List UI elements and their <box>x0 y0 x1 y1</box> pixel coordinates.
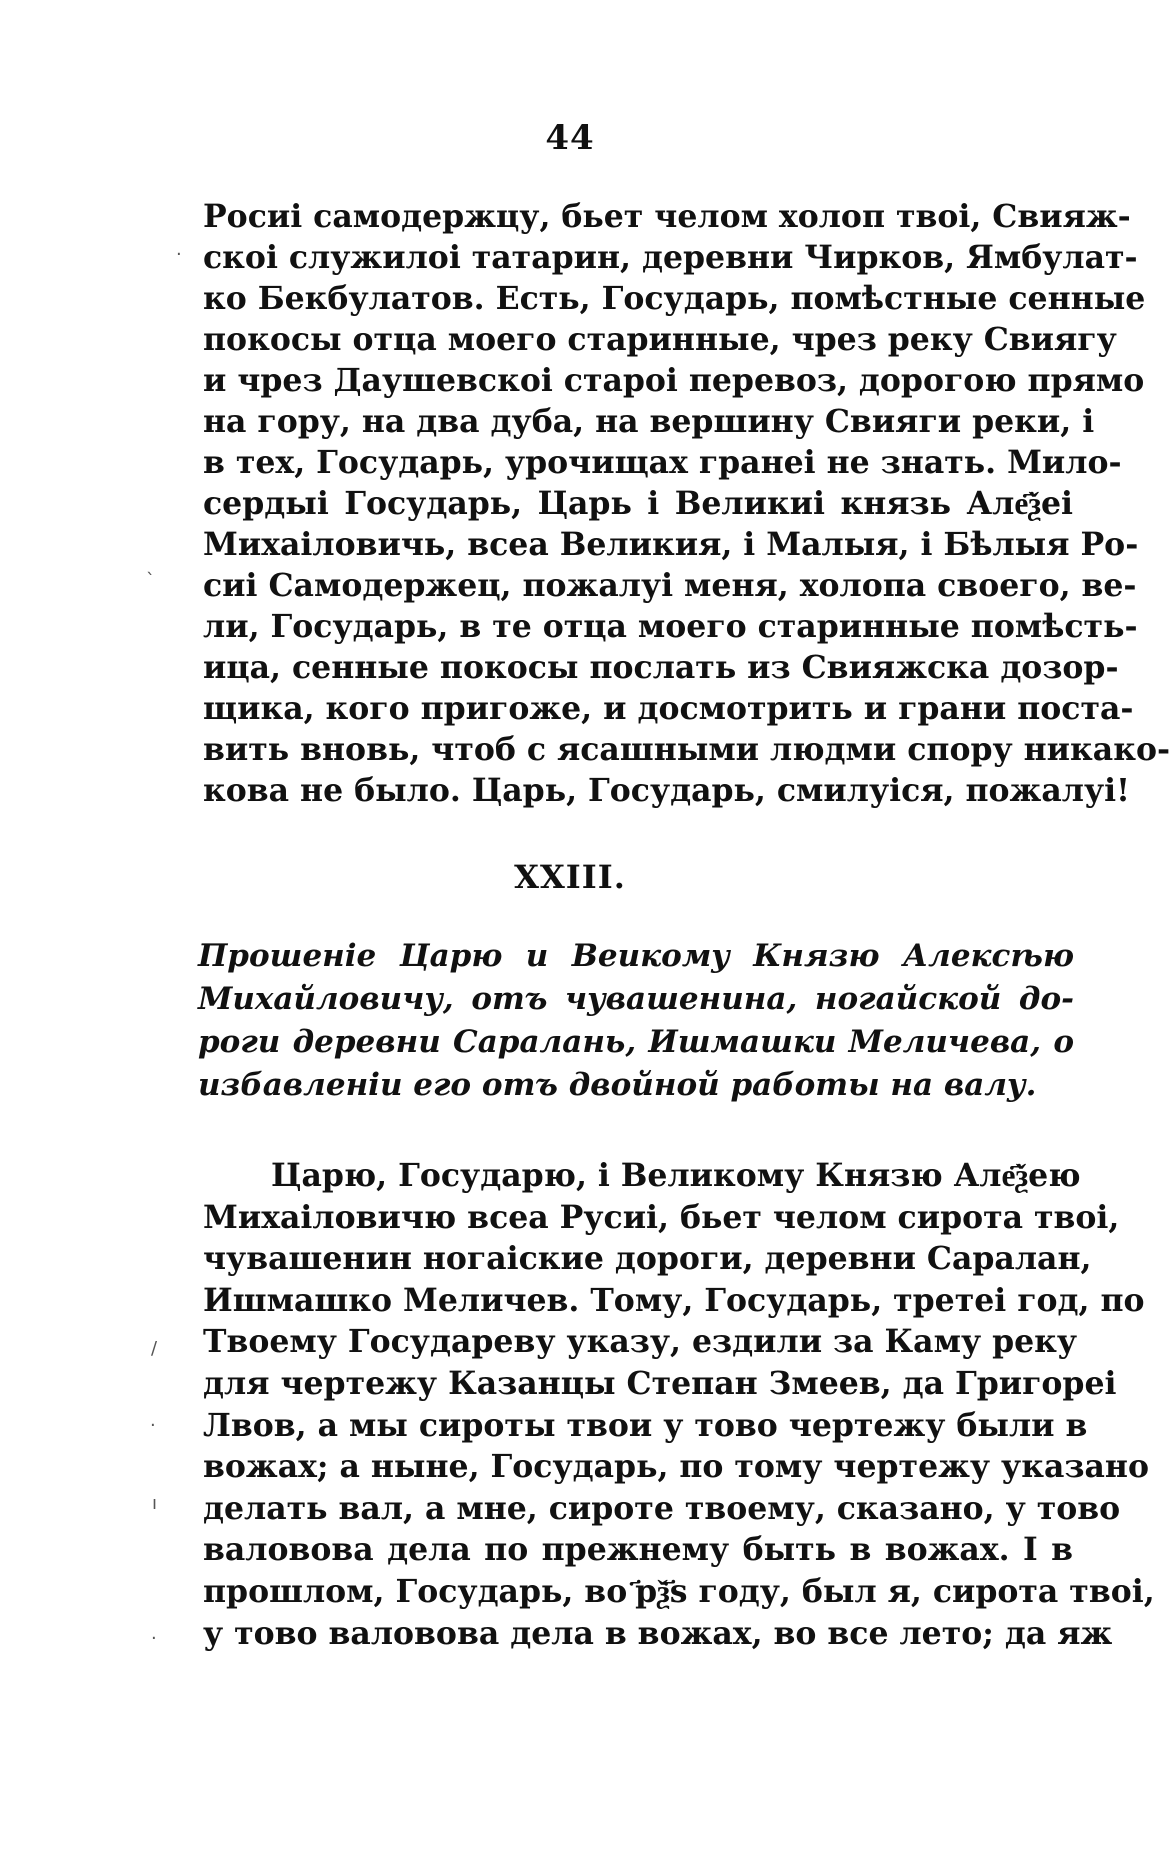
text-line: ко Бекбулатов. Есть, Государь, помѣстные сенные <box>203 280 1146 317</box>
text-line: сиі Самодержец, пожалуі меня, холопа своего, ве- <box>203 567 1137 604</box>
title-line: роги деревни Саралань, Ишмашки Меличева, о <box>198 1024 1074 1060</box>
page-number: 44 <box>545 118 595 158</box>
title-line: избавленіи его отъ двойной работы на валу. <box>198 1067 1037 1103</box>
text-line: Михаіловичь, всеа Великия, і Малыя, і Бѣлыя Ро- <box>203 526 1139 563</box>
text-line: Царю, Государю, і Великому Князю Але҃ѯею <box>271 1157 1081 1194</box>
text-line: Ишмашко Меличев. Тому, Государь, третеі год, по <box>203 1281 1145 1319</box>
petition-text-continued <box>203 196 1170 811</box>
text-line: кова не было. Царь, Государь, смилуіся, пожалуі! <box>203 772 1130 809</box>
text-line: сердыі Государь, Царь і Великиі князь Але҃ѯеі <box>203 485 1073 522</box>
text-line: Твоему Государеву указу, ездили за Каму реку <box>203 1323 1078 1361</box>
text-line: на гору, на два дуба, на вершину Свияги реки, і <box>203 403 1095 440</box>
scan-speck: · <box>176 244 182 265</box>
text-line: для чертежу Казанцы Степан Змеев, да Григореі <box>203 1364 1117 1402</box>
scan-speck: · <box>151 1628 157 1649</box>
text-line: валовова дела по прежнему быть в вожах. І в <box>203 1531 1073 1569</box>
text-line: щика, кого пригоже, и досмотрить и грани поста- <box>203 690 1134 727</box>
scan-speck: ı <box>152 1493 158 1514</box>
text-line: делать вал, а мне, сироте твоему, сказано, у тово <box>203 1489 1121 1527</box>
scan-speck: · <box>150 1415 156 1436</box>
text-line: покосы отца моего старинные, чрез реку Свиягу <box>203 321 1117 358</box>
scan-speck: ˋ <box>146 570 155 591</box>
document-title <box>198 935 1074 1107</box>
title-line: Прошеніе Царю и Веикому Князю Алексѣю <box>198 938 1074 974</box>
text-line: скоі служилоі татарин, деревни Чирков, Ямбулат- <box>203 239 1138 276</box>
text-line: ли, Государь, в те отца моего старинные помѣсть- <box>203 608 1138 645</box>
text-line: и чрез Даушевскоі староі перевоз, дорогою прямо <box>203 362 1145 399</box>
text-line: в тех, Государь, урочищах гранеі не знать. Мило- <box>203 444 1122 481</box>
text-line: Михаіловичю всеа Русиі, бьет челом сирота твоі, <box>203 1198 1120 1236</box>
text-line: Лвов, а мы сироты твои у тово чертежу были в <box>203 1406 1088 1444</box>
scan-speck: / <box>151 1338 158 1359</box>
text-line: чувашенин ногаіские дороги, деревни Саралан, <box>203 1240 1092 1278</box>
title-line: Михайловичу, отъ чувашенина, ногайской до- <box>198 981 1074 1017</box>
text-line: вожах; а ныне, Государь, по тому чертежу указано <box>203 1448 1149 1486</box>
text-line: Росиі самодержцу, бьет челом холоп твоі, Свияж- <box>203 198 1131 235</box>
petition-text <box>203 1155 1155 1654</box>
text-line: ица, сенные покосы послать из Свияжска дозор- <box>203 649 1119 686</box>
text-line: у тово валовова дела в вожах, во все лето; да яж <box>203 1614 1113 1652</box>
section-number: XXIII. <box>514 858 626 896</box>
text-line: прошлом, Государь, во ҃рѯ҃ѕ году, был я, сирота твоі, <box>203 1572 1155 1610</box>
text-line: вить вновь, чтоб с ясашными людми спору никако- <box>203 731 1170 768</box>
